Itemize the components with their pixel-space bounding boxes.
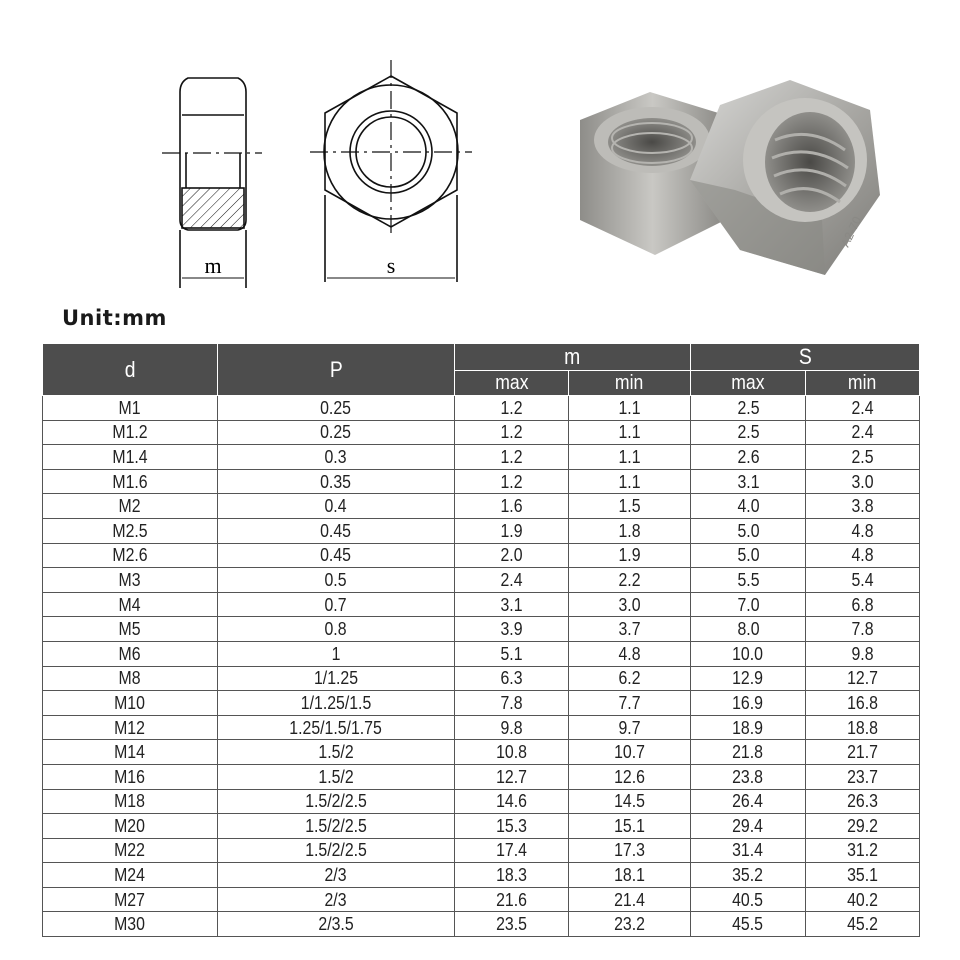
hex-nut-dimension-table <box>42 343 920 937</box>
cell-d: M1.2 <box>43 420 218 445</box>
cell-p: 1.5/2 <box>218 740 455 765</box>
cell-d: M24 <box>43 863 218 888</box>
cell-m-max: 1.2 <box>455 396 569 421</box>
table-row <box>43 715 920 740</box>
cell-m-min: 2.2 <box>569 568 691 593</box>
cell-m-max: 17.4 <box>455 838 569 863</box>
cell-p: 1/1.25 <box>218 666 455 691</box>
cell-s-max: 5.0 <box>691 543 806 568</box>
cell-m-max: 1.2 <box>455 445 569 470</box>
cell-s-max: 5.5 <box>691 568 806 593</box>
cell-p: 2/3 <box>218 887 455 912</box>
cell-m-max: 21.6 <box>455 887 569 912</box>
cell-s-max: 26.4 <box>691 789 806 814</box>
cell-s-min: 2.4 <box>806 396 920 421</box>
table-row <box>43 420 920 445</box>
cell-p: 1/1.25/1.5 <box>218 691 455 716</box>
cell-m-min: 4.8 <box>569 641 691 666</box>
cell-d: M1 <box>43 396 218 421</box>
top-view <box>310 60 472 282</box>
cell-m-max: 2.4 <box>455 568 569 593</box>
cell-s-max: 31.4 <box>691 838 806 863</box>
cell-m-min: 21.4 <box>569 887 691 912</box>
cell-s-min: 40.2 <box>806 887 920 912</box>
cell-d: M1.6 <box>43 469 218 494</box>
table-row <box>43 912 920 937</box>
cell-m-min: 1.1 <box>569 420 691 445</box>
cell-p: 1.5/2/2.5 <box>218 789 455 814</box>
cell-p: 0.4 <box>218 494 455 519</box>
cell-d: M6 <box>43 641 218 666</box>
cell-p: 1.25/1.5/1.75 <box>218 715 455 740</box>
table-row <box>43 814 920 839</box>
cell-m-max: 6.3 <box>455 666 569 691</box>
cell-s-min: 12.7 <box>806 666 920 691</box>
header-m-min: min <box>569 371 691 396</box>
table-row <box>43 568 920 593</box>
table-row <box>43 863 920 888</box>
cell-m-max: 23.5 <box>455 912 569 937</box>
cell-p: 1.5/2/2.5 <box>218 838 455 863</box>
cell-p: 0.7 <box>218 592 455 617</box>
front-nut <box>690 80 880 275</box>
cell-m-min: 3.7 <box>569 617 691 642</box>
cell-s-min: 3.0 <box>806 469 920 494</box>
table-row <box>43 666 920 691</box>
cell-s-max: 29.4 <box>691 814 806 839</box>
nut-marking: A2-70 <box>838 214 865 250</box>
cell-s-min: 2.4 <box>806 420 920 445</box>
cell-s-min: 45.2 <box>806 912 920 937</box>
cell-s-max: 12.9 <box>691 666 806 691</box>
cell-s-max: 18.9 <box>691 715 806 740</box>
cell-s-max: 3.1 <box>691 469 806 494</box>
dimension-label-m: m <box>204 253 222 278</box>
hex-nut-technical-drawing <box>150 60 480 290</box>
cell-d: M4 <box>43 592 218 617</box>
cell-s-min: 5.4 <box>806 568 920 593</box>
cell-s-min: 4.8 <box>806 518 920 543</box>
cell-m-max: 3.1 <box>455 592 569 617</box>
cell-s-min: 9.8 <box>806 641 920 666</box>
table-row <box>43 740 920 765</box>
cell-m-min: 1.5 <box>569 494 691 519</box>
cell-s-max: 2.5 <box>691 396 806 421</box>
cell-m-min: 17.3 <box>569 838 691 863</box>
cell-s-max: 8.0 <box>691 617 806 642</box>
table-row <box>43 592 920 617</box>
cell-p: 0.5 <box>218 568 455 593</box>
header-m-max: max <box>455 371 569 396</box>
cell-m-min: 12.6 <box>569 764 691 789</box>
table-row <box>43 838 920 863</box>
cell-m-min: 1.1 <box>569 445 691 470</box>
table-row <box>43 494 920 519</box>
cell-m-min: 18.1 <box>569 863 691 888</box>
cell-s-min: 18.8 <box>806 715 920 740</box>
cell-d: M2.6 <box>43 543 218 568</box>
cell-s-max: 5.0 <box>691 518 806 543</box>
cell-p: 0.8 <box>218 617 455 642</box>
cell-s-min: 16.8 <box>806 691 920 716</box>
cell-s-max: 7.0 <box>691 592 806 617</box>
cell-m-max: 1.6 <box>455 494 569 519</box>
cell-d: M20 <box>43 814 218 839</box>
cell-s-min: 3.8 <box>806 494 920 519</box>
cell-p: 0.3 <box>218 445 455 470</box>
cell-p: 1.5/2/2.5 <box>218 814 455 839</box>
header-m: m <box>455 344 691 371</box>
cell-m-max: 12.7 <box>455 764 569 789</box>
cell-d: M27 <box>43 887 218 912</box>
cell-p: 2/3.5 <box>218 912 455 937</box>
cell-m-max: 1.2 <box>455 469 569 494</box>
cell-m-max: 18.3 <box>455 863 569 888</box>
cell-s-max: 2.6 <box>691 445 806 470</box>
cell-d: M2 <box>43 494 218 519</box>
header-d: d <box>43 344 218 396</box>
cell-d: M12 <box>43 715 218 740</box>
cell-p: 0.25 <box>218 420 455 445</box>
table-row <box>43 691 920 716</box>
cell-s-min: 21.7 <box>806 740 920 765</box>
cell-p: 0.25 <box>218 396 455 421</box>
cell-m-min: 1.1 <box>569 396 691 421</box>
cell-d: M16 <box>43 764 218 789</box>
cell-m-max: 2.0 <box>455 543 569 568</box>
cell-m-min: 15.1 <box>569 814 691 839</box>
cell-m-max: 15.3 <box>455 814 569 839</box>
cell-m-max: 3.9 <box>455 617 569 642</box>
header-s-min: min <box>806 371 920 396</box>
cell-m-min: 1.1 <box>569 469 691 494</box>
table-row <box>43 789 920 814</box>
table-row <box>43 887 920 912</box>
cell-s-max: 35.2 <box>691 863 806 888</box>
cell-d: M5 <box>43 617 218 642</box>
table-row <box>43 617 920 642</box>
cell-s-min: 7.8 <box>806 617 920 642</box>
table-row <box>43 469 920 494</box>
table-row <box>43 445 920 470</box>
cell-m-min: 6.2 <box>569 666 691 691</box>
header-p: P <box>218 344 455 396</box>
cell-m-min: 14.5 <box>569 789 691 814</box>
cell-s-max: 21.8 <box>691 740 806 765</box>
cell-m-max: 1.2 <box>455 420 569 445</box>
header-s-max: max <box>691 371 806 396</box>
cell-d: M10 <box>43 691 218 716</box>
cell-p: 0.35 <box>218 469 455 494</box>
cell-p: 0.45 <box>218 518 455 543</box>
cell-m-min: 23.2 <box>569 912 691 937</box>
cell-s-max: 23.8 <box>691 764 806 789</box>
cell-m-min: 9.7 <box>569 715 691 740</box>
cell-m-max: 10.8 <box>455 740 569 765</box>
header-s: S <box>691 344 920 371</box>
cell-p: 1.5/2 <box>218 764 455 789</box>
cell-m-min: 1.8 <box>569 518 691 543</box>
table-row <box>43 518 920 543</box>
cell-d: M22 <box>43 838 218 863</box>
cell-m-max: 9.8 <box>455 715 569 740</box>
cell-s-min: 31.2 <box>806 838 920 863</box>
cell-m-min: 10.7 <box>569 740 691 765</box>
table-row <box>43 543 920 568</box>
cell-m-max: 7.8 <box>455 691 569 716</box>
dimension-label-s: s <box>386 253 396 278</box>
cell-s-min: 23.7 <box>806 764 920 789</box>
cell-s-min: 29.2 <box>806 814 920 839</box>
cell-m-min: 3.0 <box>569 592 691 617</box>
cell-m-min: 7.7 <box>569 691 691 716</box>
cell-s-max: 45.5 <box>691 912 806 937</box>
table-row <box>43 764 920 789</box>
cell-d: M18 <box>43 789 218 814</box>
table-row <box>43 396 920 421</box>
cell-d: M8 <box>43 666 218 691</box>
stainless-hex-nuts-photo <box>560 70 900 290</box>
cell-s-max: 4.0 <box>691 494 806 519</box>
cell-p: 1 <box>218 641 455 666</box>
cell-d: M30 <box>43 912 218 937</box>
cell-m-max: 1.9 <box>455 518 569 543</box>
cell-s-min: 4.8 <box>806 543 920 568</box>
cell-s-min: 2.5 <box>806 445 920 470</box>
cell-m-min: 1.9 <box>569 543 691 568</box>
cell-s-max: 16.9 <box>691 691 806 716</box>
cell-d: M2.5 <box>43 518 218 543</box>
unit-label: Unit:mm <box>62 306 167 330</box>
cell-s-min: 26.3 <box>806 789 920 814</box>
cell-d: M1.4 <box>43 445 218 470</box>
cell-p: 0.45 <box>218 543 455 568</box>
cell-s-max: 10.0 <box>691 641 806 666</box>
cell-s-min: 35.1 <box>806 863 920 888</box>
cell-p: 2/3 <box>218 863 455 888</box>
cell-s-min: 6.8 <box>806 592 920 617</box>
cell-s-max: 40.5 <box>691 887 806 912</box>
cell-d: M14 <box>43 740 218 765</box>
table-row <box>43 641 920 666</box>
cell-m-max: 5.1 <box>455 641 569 666</box>
cell-s-max: 2.5 <box>691 420 806 445</box>
cell-m-max: 14.6 <box>455 789 569 814</box>
cell-d: M3 <box>43 568 218 593</box>
